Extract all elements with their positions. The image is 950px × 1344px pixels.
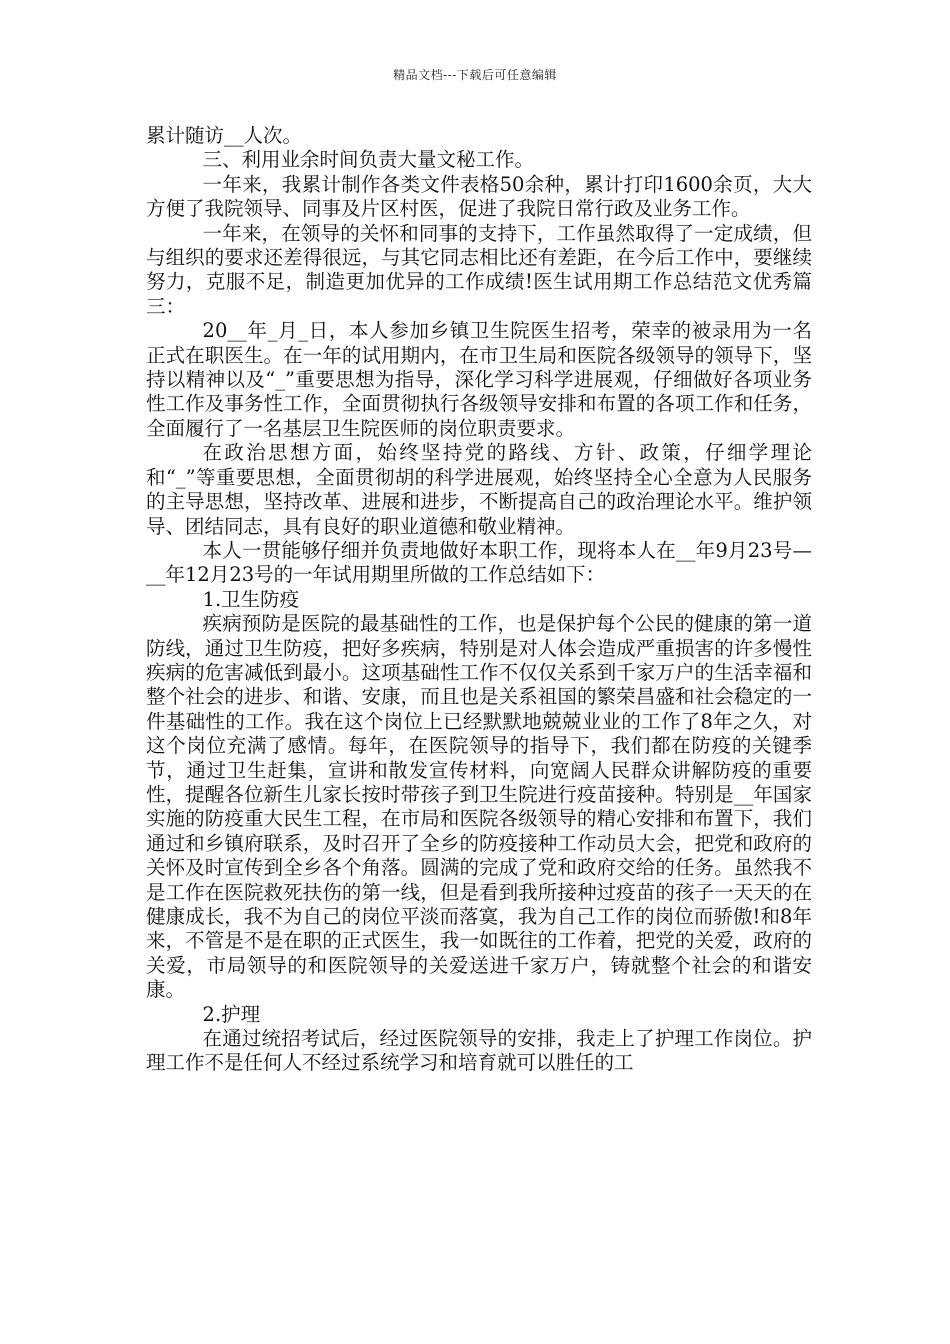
paragraph: 疾病预防是医院的最基础性的工作，也是保护每个公民的健康的第一道防线，通过卫生防疫，把好多疾病，特别是对人体会造成严重损害的许多慢性疾病的危害减低到最小。这项基础性工作不仅仅关系到千家万户的生活幸福和整个社会的进步、和谐、安康，而且也是关系祖国的繁荣昌盛和社会稳定的一件基础性的工作。我在这个岗位上已经默默地兢兢业业的工作了8年之久，对这个岗位充满了感情。每年，在医院领导的指导下，我们都在防疫的关键季节，通过卫生赶集，宣讲和散发宣传材料，向宽阔人民群众讲解防疫的重要性，提醒各位新生儿家长按时带孩子到卫生院进行疫苗接种。特别是__年国家实施的防疫重大民生工程，在市局和医院各级领导的精心安排和布置下，我们通过和乡镇府联系，及时召开了全乡的防疫接种工作动员大会，把党和政府的关怀及时宣传到全乡各个角落。圆满的完成了党和政府交给的任务。虽然我不是工作在医院救死扶伤的第一线，但是看到我所接种过疫苗的孩子一天天的在健康成长，我不为自己的岗位平淡而落寞，我为自己工作的岗位而骄傲!和8年来，不管是不是在职的正式医生，我一如既往的工作着，把党的关爱，政府的关爱，市局领导的和医院领导的关爱送进千家万户，铸就整个社会的和谐安康。	[146, 612, 812, 1002]
paragraph: 本人一贯能够仔细并负责地做好本职工作，现将本人在__年9月23号—__年12月23号的一年试用期里所做的工作总结如下：	[146, 538, 812, 587]
page-header: 精品文档---下载后可任意编辑	[393, 68, 557, 82]
document-body	[146, 124, 812, 1076]
paragraph: 一年来，我累计制作各类文件表格50余种，累计打印1600余页，大大方便了我院领导、同事及片区村医，促进了我院日常行政及业务工作。	[146, 172, 812, 221]
paragraph: 一年来，在领导的关怀和同事的支持下，工作虽然取得了一定成绩，但与组织的要求还差得很远，与其它同志相比还有差距，在今后工作中，要继续努力，克服不足，制造更加优异的工作成绩!医生试用期工作总结范文优秀篇三：	[146, 221, 812, 318]
section-heading: 三、利用业余时间负责大量文秘工作。	[202, 148, 535, 172]
section-heading: 2.护理	[202, 1002, 261, 1026]
paragraph: 累计随访__人次。	[146, 124, 303, 147]
paragraph: 在通过统招考试后，经过医院领导的安排，我走上了护理工作岗位。护理工作不是任何人不经过系统学习和培育就可以胜任的工	[146, 1027, 812, 1075]
paragraph: 20__年_月_日，本人参加乡镇卫生院医生招考，荣幸的被录用为一名正式在职医生。在一年的试用期内，在市卫生局和医院各级领导的领导下，坚持以精神以及“_”重要思想为指导，深化学习科学进展观，仔细做好各项业务性工作及事务性工作，全面贯彻执行各级领导安排和布置的各项工作和任务，全面履行了一名基层卫生院医师的岗位职责要求。	[146, 319, 812, 440]
paragraph: 在政治思想方面，始终坚持党的路线、方针、政策，仔细学理论和“_”等重要思想，全面贯彻胡的科学进展观，始终坚持全心全意为人民服务的主导思想，坚持改革、进展和进步，不断提高自己的政治理论水平。维护领导、团结同志，具有良好的职业道德和敬业精神。	[146, 441, 812, 538]
section-heading: 1.卫生防疫	[202, 587, 300, 611]
